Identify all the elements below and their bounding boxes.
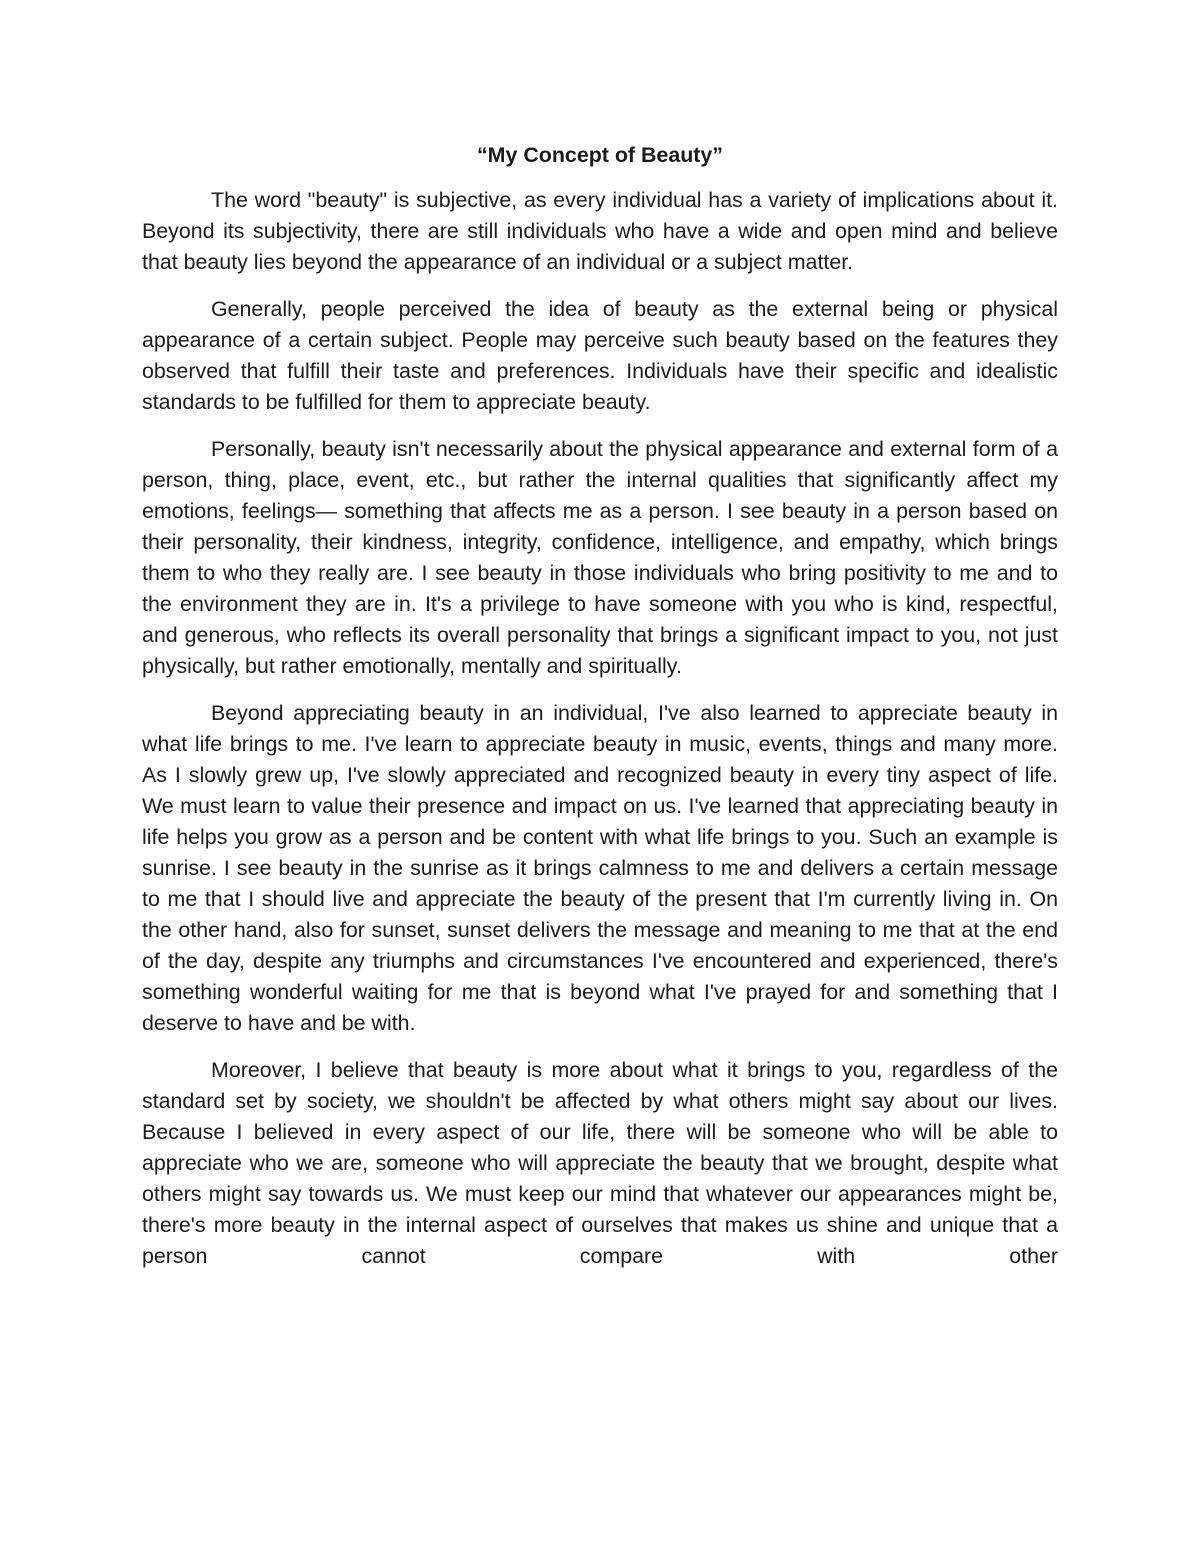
paragraph-4: Beyond appreciating beauty in an individual, I've also learned to appreciate beauty in what life brings to me. I've learn to appreciate beauty in music, events, things and many more. As I slowly grew up, I've slowly appreciated and recognized beauty in every tiny aspect of life. We must learn to value their presence and impact on us. I've learned that appreciating beauty in life helps you grow as a person and be content with what life brings to you. Such an example is sunrise. I see beauty in the sunrise as it brings calmness to me and delivers a certain message to me that I should live and appreciate the beauty of the present that I'm currently living in. On the other hand, also for sunset, sunset delivers the message and meaning to me that at the end of the day, despite any triumphs and circumstances I've encountered and experienced, there's something wonderful waiting for me that is beyond what I've prayed for and something that I deserve to have and be with. (142, 701, 1058, 1035)
paragraph-3: Personally, beauty isn't necessarily about the physical appearance and external form of a person, thing, place, event, etc., but rather the internal qualities that significantly affect my emotions, feelings— something that affects me as a person. I see beauty in a person based on their personality, their kindness, integrity, confidence, intelligence, and empathy, which brings them to who they really are. I see beauty in those individuals who bring positivity to me and to the environment they are in. It's a privilege to have someone with you who is kind, respectful, and generous, who reflects its overall personality that brings a significant impact to you, not just physically, but rather emotionally, mentally and spiritually. (142, 437, 1058, 678)
paragraph-2: Generally, people perceived the idea of beauty as the external being or physical appearance of a certain subject. People may perceive such beauty based on the features they observed that fulfill their taste and preferences. Individuals have their specific and idealistic standards to be fulfilled for them to appreciate beauty. (142, 297, 1058, 414)
paragraph-5: Moreover, I believe that beauty is more about what it brings to you, regardless of the standard set by society, we shouldn't be affected by what others might say about our lives. Because I believed in every aspect of our life, there will be someone who will be able to appreciate who we are, someone who will appreciate the beauty that we brought, despite what others might say towards us. We must keep our mind that whatever our appearances might be, there's more beauty in the internal aspect of ourselves that makes us shine and unique that a person cannot compare with other (142, 1058, 1058, 1268)
paragraph-1: The word "beauty" is subjective, as every individual has a variety of implications about it. Beyond its subjectivity, there are still individuals who have a wide and open mind and believe that beauty lies beyond the appearance of an individual or a subject matter. (142, 188, 1058, 274)
document-title: “My Concept of Beauty” (476, 143, 723, 167)
document-body (142, 138, 1058, 1288)
